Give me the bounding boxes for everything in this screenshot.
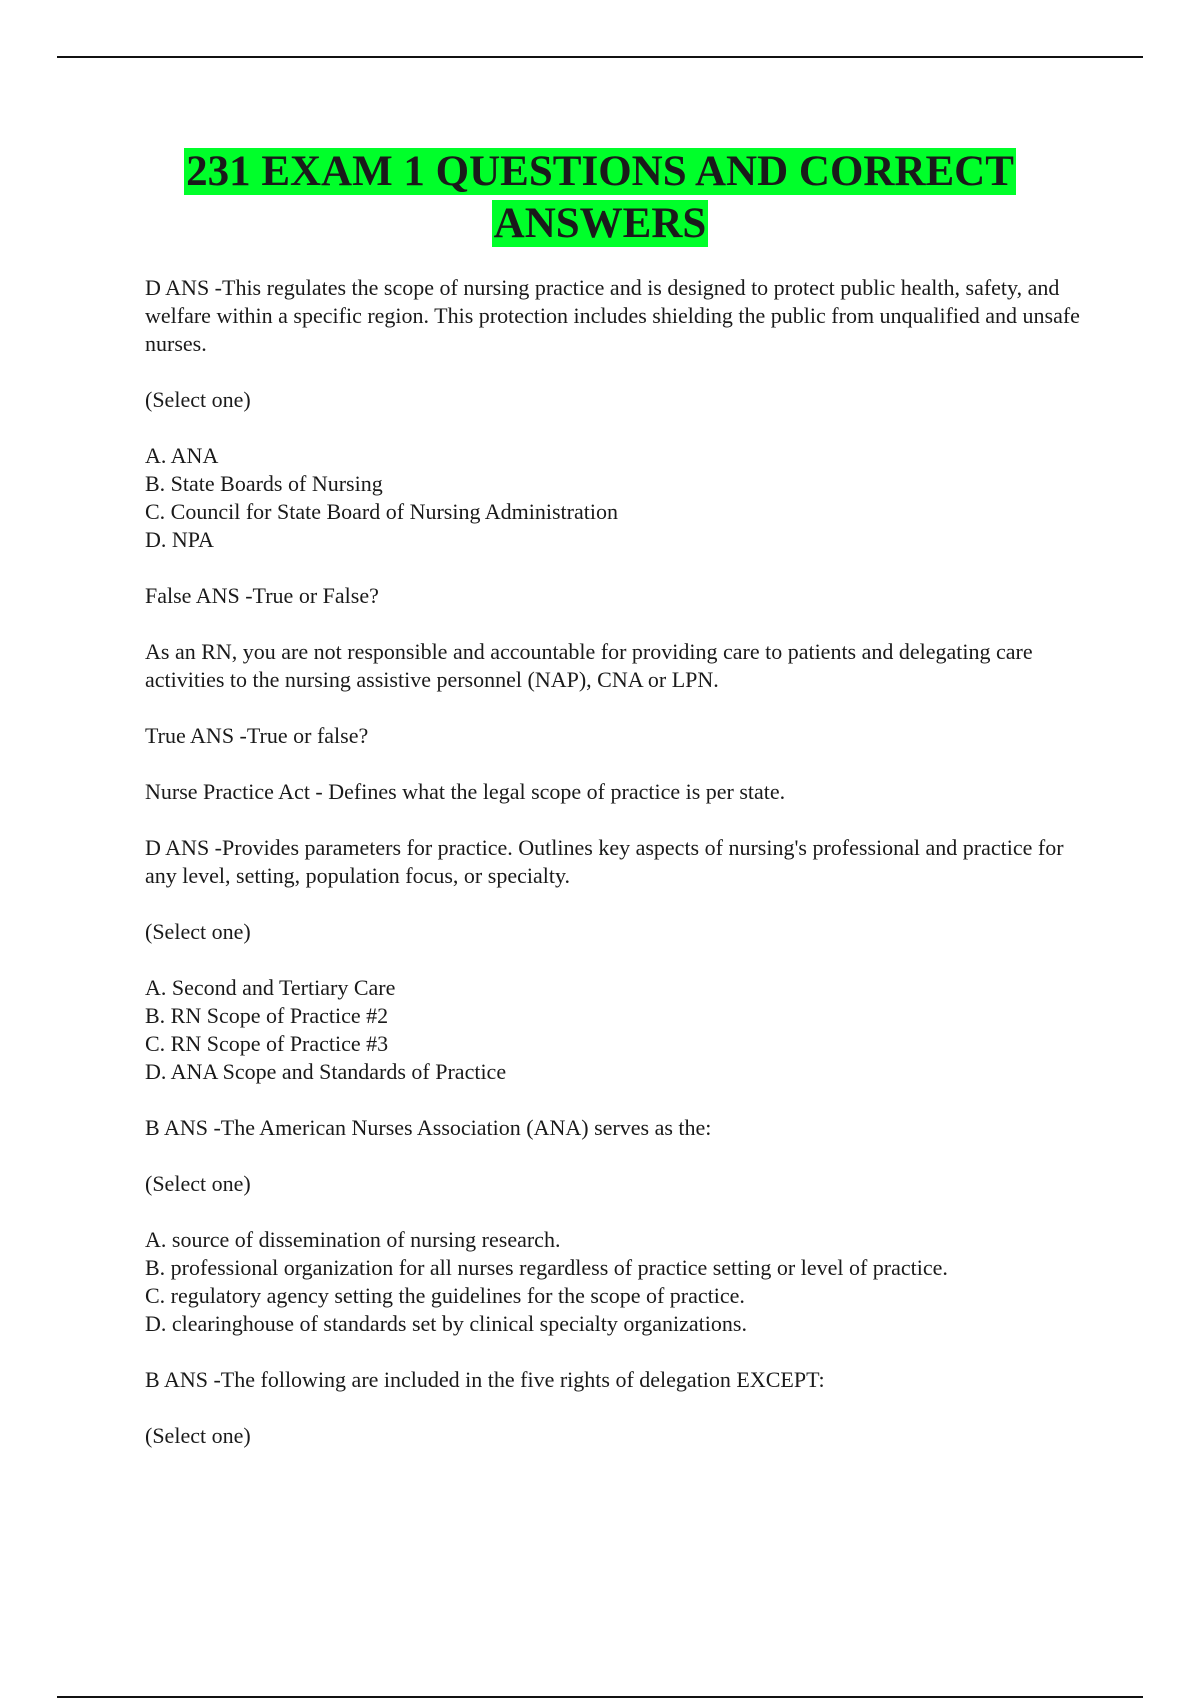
- answer-options: [145, 442, 1085, 554]
- answer-option: D. ANA Scope and Standards of Practice: [145, 1059, 507, 1084]
- paragraph: True ANS -True or false?: [145, 723, 369, 748]
- document-title: [60, 146, 1140, 250]
- paragraph: D ANS -This regulates the scope of nursing practice and is designed to protect public health, safety, and welfare within a specific region. This protection includes shielding the public from unqualified and unsafe nurses.: [145, 275, 1080, 356]
- paragraph: B ANS -The American Nurses Association (ANA) serves as the:: [145, 1115, 712, 1140]
- answer-option: C. regulatory agency setting the guidelines for the scope of practice.: [145, 1283, 745, 1308]
- answer-option: B. RN Scope of Practice #2: [145, 1003, 389, 1028]
- document-body: [145, 274, 1085, 1478]
- paragraph: (Select one): [145, 1171, 251, 1196]
- answer-option: B. professional organization for all nurses regardless of practice setting or level of practice.: [145, 1255, 948, 1280]
- answer-option: C. RN Scope of Practice #3: [145, 1031, 389, 1056]
- paragraph: B ANS -The following are included in the five rights of delegation EXCEPT:: [145, 1367, 825, 1392]
- answer-option: A. source of dissemination of nursing research.: [145, 1227, 561, 1252]
- paragraph: (Select one): [145, 387, 251, 412]
- title-line-2: ANSWERS: [493, 200, 707, 247]
- paragraph: Nurse Practice Act - Defines what the legal scope of practice is per state.: [145, 779, 786, 804]
- answer-options: [145, 1226, 1085, 1338]
- paragraph: False ANS -True or False?: [145, 583, 379, 608]
- answer-option: A. ANA: [145, 443, 219, 468]
- paragraph: (Select one): [145, 919, 251, 944]
- answer-option: D. clearinghouse of standards set by clinical specialty organizations.: [145, 1311, 747, 1336]
- paragraph: As an RN, you are not responsible and accountable for providing care to patients and delegating care activities to the nursing assistive personnel (NAP), CNA or LPN.: [145, 639, 1033, 692]
- answer-option: D. NPA: [145, 527, 214, 552]
- paragraph: (Select one): [145, 1423, 251, 1448]
- top-rule: [57, 56, 1143, 58]
- answer-option: A. Second and Tertiary Care: [145, 975, 396, 1000]
- answer-option: C. Council for State Board of Nursing Administration: [145, 499, 618, 524]
- paragraph: D ANS -Provides parameters for practice. Outlines key aspects of nursing's professional and practice for any level, setting, population focus, or specialty.: [145, 835, 1064, 888]
- title-line-1: 231 EXAM 1 QUESTIONS AND CORRECT: [186, 148, 1014, 195]
- answer-options: [145, 974, 1085, 1086]
- bottom-rule: [57, 1696, 1143, 1698]
- answer-option: B. State Boards of Nursing: [145, 471, 383, 496]
